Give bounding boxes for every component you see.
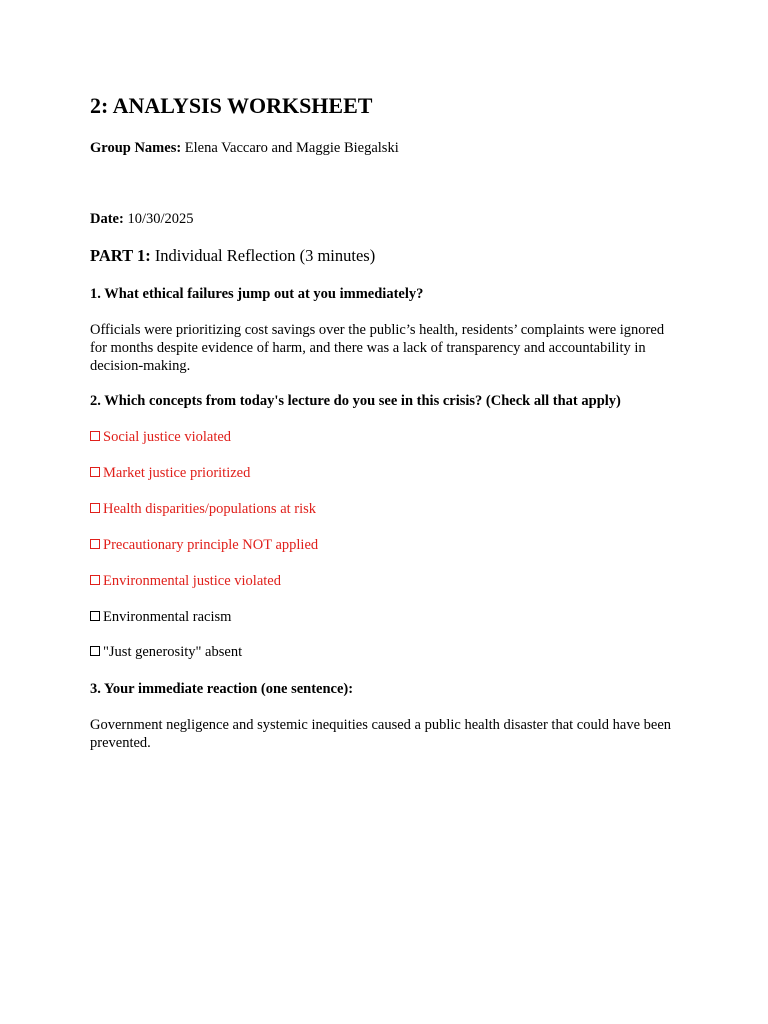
answer-1: Officials were prioritizing cost savings over the public’s health, residents’ complaints were ignored for months despite evidence of harm, and there was a lack of transparency and accountability in decision-making. <box>90 322 665 374</box>
checkbox-item[interactable] <box>90 428 231 446</box>
checkbox-icon[interactable] <box>90 611 100 621</box>
group-names-label: Group Names: <box>90 140 182 156</box>
answer-3: Government negligence and systemic inequities caused a public health disaster that could have been prevented. <box>90 717 672 751</box>
checkbox-item[interactable] <box>90 536 318 554</box>
checkbox-icon[interactable] <box>90 575 100 585</box>
checkbox-icon[interactable] <box>90 646 100 656</box>
group-names-line <box>90 139 399 157</box>
part1-heading <box>90 246 375 266</box>
question-2: 2. Which concepts from today's lecture do you see in this crisis? (Check all that apply) <box>90 393 621 409</box>
date-line <box>90 210 194 228</box>
checkbox-label: Environmental racism <box>103 609 232 625</box>
checkbox-item[interactable] <box>90 572 281 590</box>
checkbox-label: Health disparities/populations at risk <box>103 501 317 517</box>
checkbox-icon[interactable] <box>90 539 100 549</box>
checkbox-item[interactable] <box>90 464 250 482</box>
question-3: 3. Your immediate reaction (one sentence): <box>90 681 354 697</box>
checkbox-label: Environmental justice violated <box>103 573 281 589</box>
checkbox-icon[interactable] <box>90 431 100 441</box>
part1-heading-text: Individual Reflection (3 minutes) <box>154 246 376 265</box>
checkbox-label: Market justice prioritized <box>103 465 251 481</box>
checkbox-item[interactable] <box>90 500 316 518</box>
checkbox-icon[interactable] <box>90 503 100 513</box>
date-value: 10/30/2025 <box>127 211 194 227</box>
group-names-value: Elena Vaccaro and Maggie Biegalski <box>184 140 399 156</box>
checkbox-item[interactable] <box>90 608 231 626</box>
checkbox-label: "Just generosity" absent <box>103 644 243 660</box>
checkbox-label: Precautionary principle NOT applied <box>103 537 319 553</box>
worksheet-title: 2: ANALYSIS WORKSHEET <box>90 93 373 118</box>
question-1: 1. What ethical failures jump out at you immediately? <box>90 286 424 302</box>
checkbox-icon[interactable] <box>90 467 100 477</box>
checkbox-item[interactable] <box>90 643 242 661</box>
checkbox-label: Social justice violated <box>103 429 232 445</box>
part1-heading-number: PART 1: <box>90 246 151 265</box>
date-label: Date: <box>90 211 124 227</box>
